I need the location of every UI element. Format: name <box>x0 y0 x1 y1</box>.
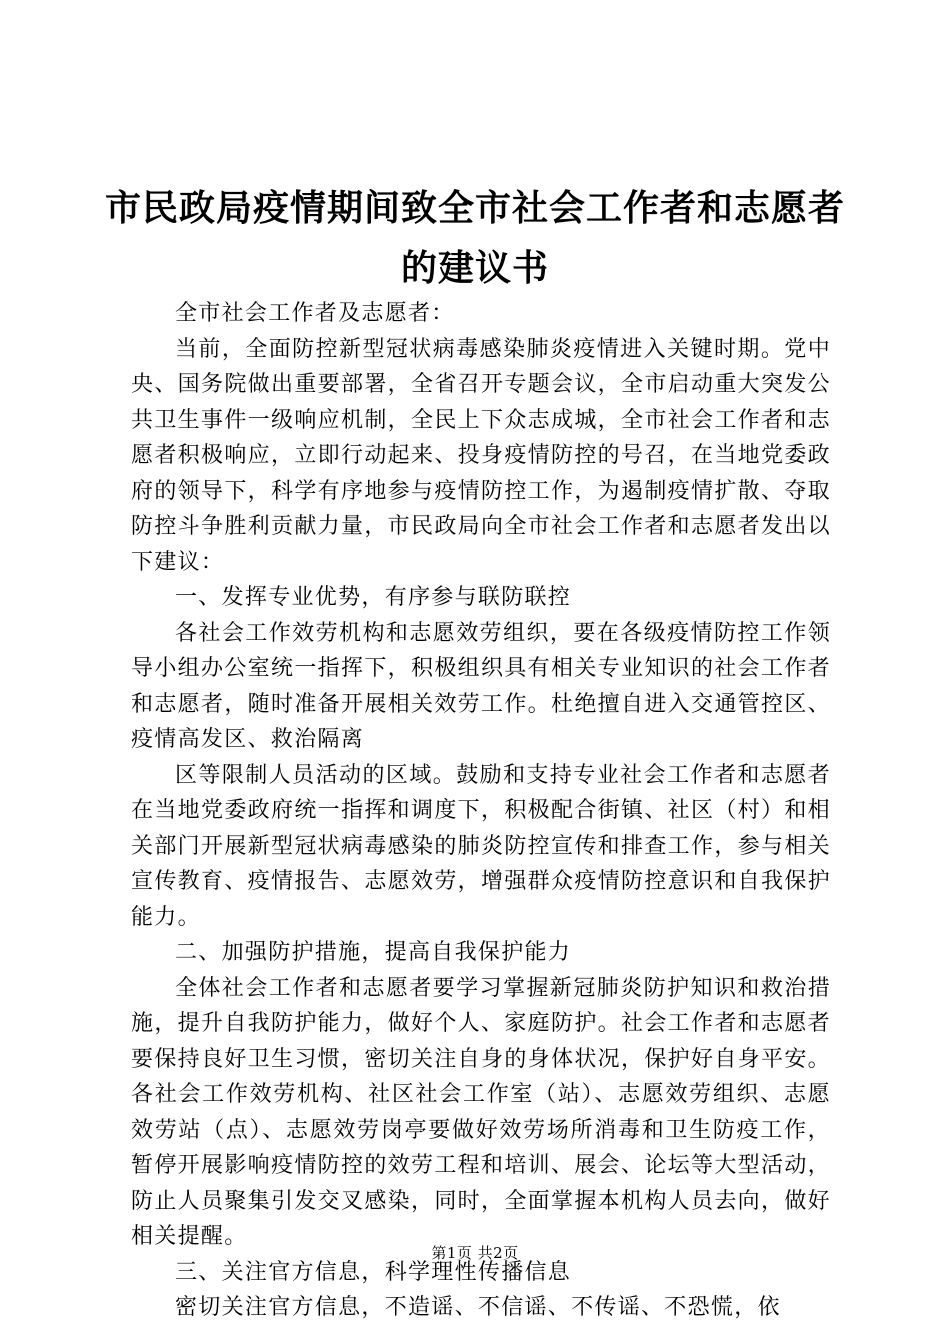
document-title-line-2: 的建议书 <box>400 247 549 289</box>
document-body <box>131 296 831 1326</box>
section-heading-3: 三、关注官方信息，科学理性传播信息 <box>175 1259 572 1285</box>
section-heading-1: 一、发挥专业优势，有序参与联防联控 <box>175 585 572 610</box>
intro-paragraph: 当前，全面防控新型冠状病毒感染肺炎疫情进入关键时期。党中央、国务院做出重要部署，全省召开专题会议，全市启动重大突发公共卫生事件一级响应机制，全民上下众志成城，全市社会工作者和志愿者积极响应，立即行动起来、投身疫情防控的号召，在当地党委政府的领导下，科学有序地参与疫情防控工作，为遏制疫情扩散、夺取防控斗争胜利贡献力量，市民政局向全市社会工作者和志愿者发出以下建议： <box>131 336 831 575</box>
body-paragraph: 全体社会工作者和志愿者要学习掌握新冠肺炎防护知识和救治措施，提升自我防护能力，做好个人、家庭防护。社会工作者和志愿者要保持良好卫生习惯，密切关注自身的身体状况，保护好自身平安。各社会工作效劳机构、社区社会工作室（站）、志愿效劳组织、志愿效劳站（点）、志愿效劳岗亭要做好效劳场所消毒和卫生防疫工作，暂停开展影响疫情防控的效劳工程和培训、展会、论坛等大型活动，防止人员聚集引发交叉感染，同时，全面掌握本机构人员去向，做好相关提醒。 <box>131 975 831 1249</box>
body-paragraph: 区等限制人员活动的区域。鼓励和支持专业社会工作者和志愿者在当地党委政府统一指挥和调度下，积极配合街镇、社区（村）和相关部门开展新型冠状病毒感染的肺炎防控宣传和排查工作，参与相关宣传教育、疫情报告、志愿效劳，增强群众疫情防控意识和自我保护能力。 <box>131 762 831 930</box>
salutation: 全市社会工作者及志愿者： <box>175 301 455 326</box>
document-title-line-1: 市民政局疫情期间致全市社会工作者和志愿者 <box>104 187 845 229</box>
body-paragraph: 各社会工作效劳机构和志愿效劳组织，要在各级疫情防控工作领导小组办公室统一指挥下，积极组织具有相关专业知识的社会工作者和志愿者，随时准备开展相关效劳工作。杜绝擅自进入交通管控区、疫情高发区、救治隔离 <box>131 620 831 752</box>
section-heading-2: 二、加强防护措施，提高自我保护能力 <box>175 940 572 965</box>
body-paragraph: 密切关注官方信息，不造谣、不信谣、不传谣、不恐慌，依 <box>175 1295 781 1320</box>
page-number: 第1页 共2页 <box>431 1244 519 1262</box>
